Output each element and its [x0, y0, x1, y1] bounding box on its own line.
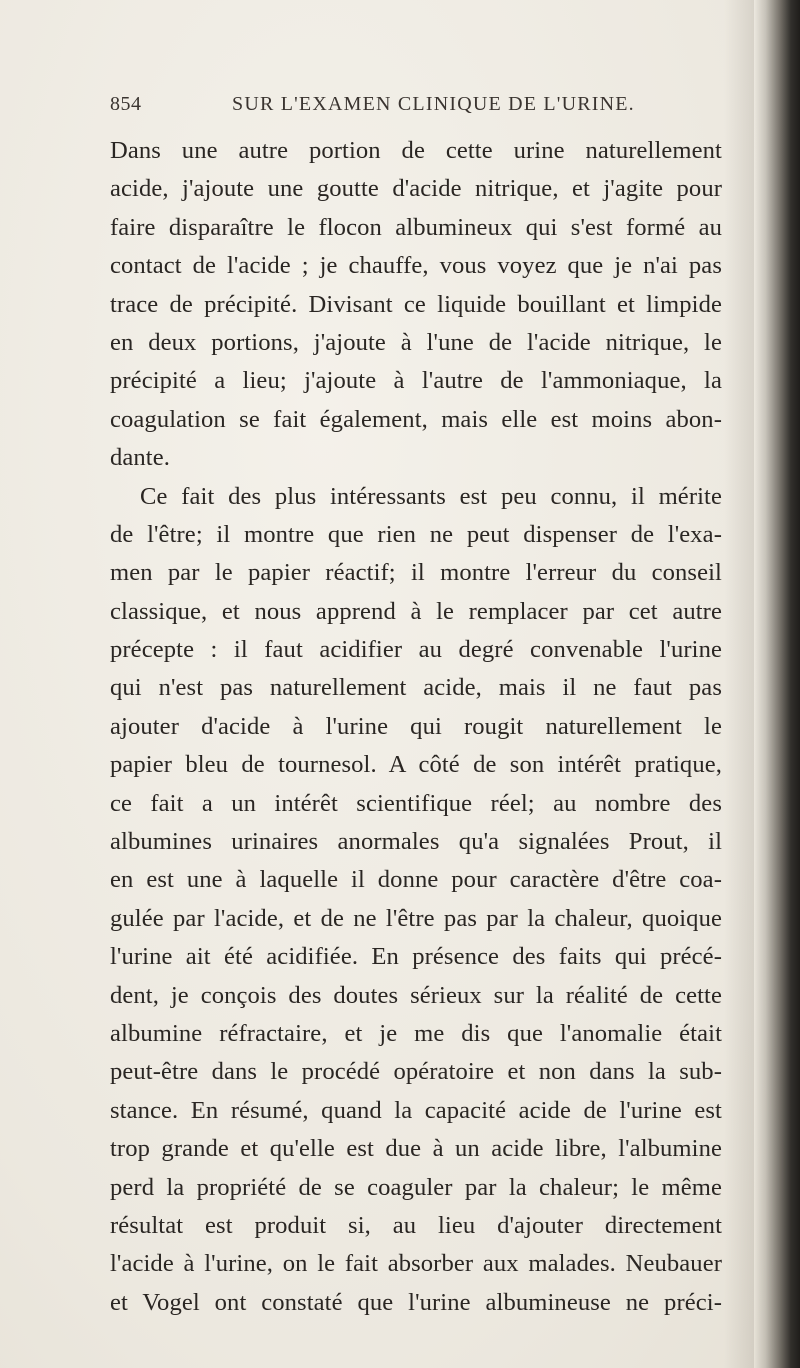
text-line: précepte : il faut acidifier au degré convenable l'urine [110, 636, 722, 664]
running-head [110, 93, 720, 123]
text-line: l'urine ait été acidifiée. En présence des faits qui précé- [110, 943, 722, 971]
text-line: stance. En résumé, quand la capacité acide de l'urine est [110, 1096, 722, 1124]
text-line: dante. [110, 444, 171, 472]
text-line: albumine réfractaire, et je me dis que l'anomalie était [110, 1019, 722, 1047]
text-line: albumines urinaires anormales qu'a signalées Prout, il [110, 828, 722, 856]
text-line: faire disparaître le flocon albumineux qui s'est formé au [110, 213, 722, 241]
text-line: peut-être dans le procédé opératoire et non dans la sub- [110, 1058, 722, 1086]
text-line: Ce fait des plus intéressants est peu connu, il mérite [140, 482, 722, 510]
text-line: l'acide à l'urine, on le fait absorber aux malades. Neubauer [110, 1250, 722, 1278]
text-line: ce fait a un intérêt scientifique réel; au nombre des [110, 789, 722, 817]
binding-shadow [724, 0, 754, 1368]
page-number: 854 [110, 93, 142, 115]
text-line: en deux portions, j'ajoute à l'une de l'acide nitrique, le [110, 328, 722, 356]
body-text [110, 132, 722, 1322]
text-line: classique, et nous apprend à le remplacer par cet autre [110, 597, 722, 625]
text-line: résultat est produit si, au lieu d'ajouter directement [110, 1211, 722, 1239]
text-line: trop grande et qu'elle est due à un acide libre, l'albumine [110, 1135, 722, 1163]
text-line: Dans une autre portion de cette urine naturellement [110, 137, 722, 164]
text-line: acide, j'ajoute une goutte d'acide nitrique, et j'agite pour [110, 175, 722, 203]
text-line: gulée par l'acide, et de ne l'être pas par la chaleur, quoique [110, 904, 722, 932]
text-line: qui n'est pas naturellement acide, mais il ne faut pas [110, 674, 722, 702]
running-title: SUR L'EXAMEN CLINIQUE DE L'URINE. [232, 93, 635, 115]
text-line: perd la propriété de se coaguler par la chaleur; le même [110, 1173, 722, 1201]
text-line: précipité a lieu; j'ajoute à l'autre de l'ammoniaque, la [110, 367, 722, 395]
text-line: ajouter d'acide à l'urine qui rougit naturellement le [110, 712, 722, 740]
text-line: trace de précipité. Divisant ce liquide bouillant et limpide [110, 290, 722, 318]
book-binding-edge [754, 0, 800, 1368]
text-line: papier bleu de tournesol. A côté de son intérêt pratique, [110, 751, 722, 779]
text-line: men par le papier réactif; il montre l'erreur du conseil [110, 559, 722, 587]
text-line: et Vogel ont constaté que l'urine albumineuse ne préci- [110, 1288, 722, 1316]
text-line: contact de l'acide ; je chauffe, vous voyez que je n'ai pas [110, 252, 722, 280]
text-line: coagulation se fait également, mais elle est moins abon- [110, 405, 722, 433]
text-line: dent, je conçois des doutes sérieux sur la réalité de cette [110, 981, 722, 1009]
text-line: de l'être; il montre que rien ne peut dispenser de l'exa- [110, 520, 722, 548]
text-line: en est une à laquelle il donne pour caractère d'être coa- [110, 866, 722, 894]
